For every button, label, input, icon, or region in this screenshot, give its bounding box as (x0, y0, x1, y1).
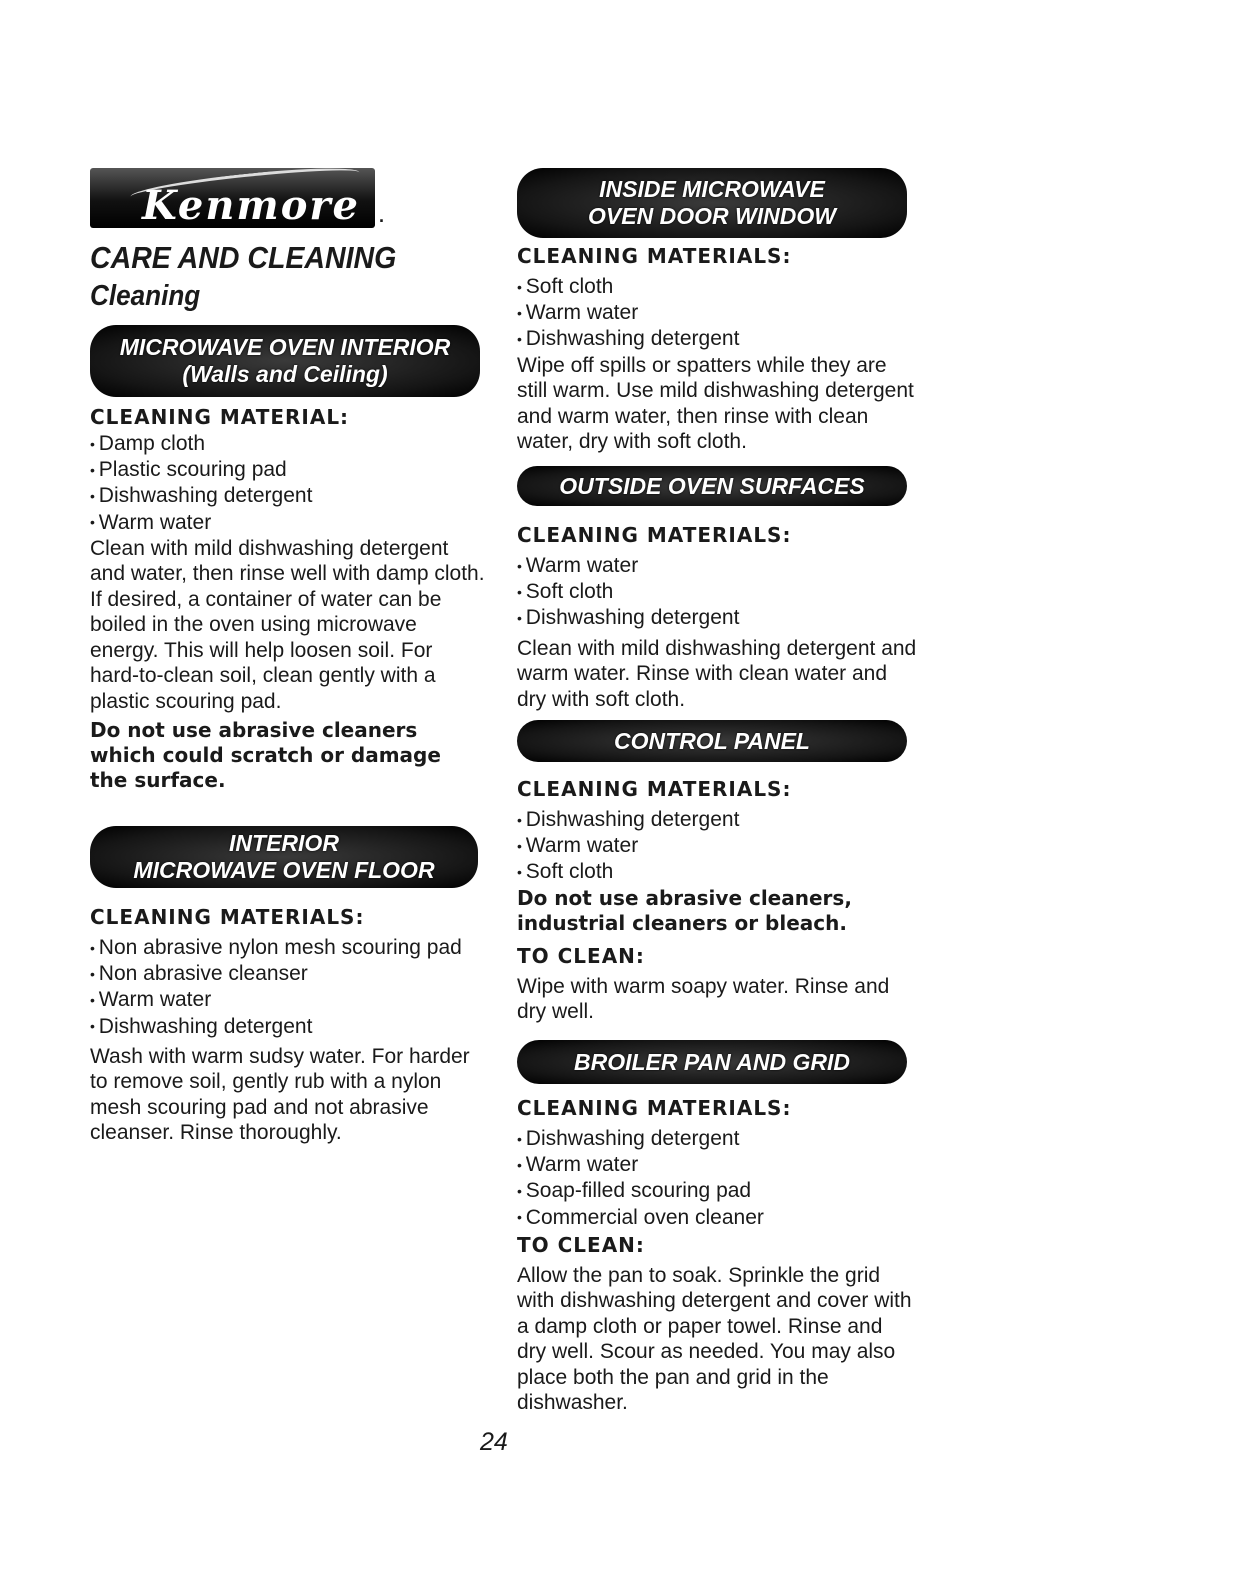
list-item: • Warm water (517, 553, 917, 579)
section-text: Allow the pan to soak. Sprinkle the grid with dishwashing detergent and cover with a damp cloth or paper towel. Rinse and dry well. Scour as needed. You may also place both the pan and grid in the dishwasher. (517, 1263, 912, 1415)
banner-line-1: INSIDE MICROWAVE (599, 176, 825, 202)
to-clean-header: TO CLEAN: (517, 943, 645, 968)
section-oven-interior (90, 405, 485, 793)
section-door-window (517, 244, 917, 455)
page-number: 24 (480, 1428, 508, 1456)
section-header: CLEANING MATERIALS: (517, 244, 792, 268)
list-item: • Plastic scouring pad (90, 457, 485, 483)
list-item: • Dishwashing detergent (90, 1014, 475, 1040)
section-text: Wipe off spills or spatters while they are still warm. Use mild dishwashing detergent and warm water, then rinse with clean water, dry with soft cloth. (517, 353, 914, 454)
section-text: Clean with mild dishwashing detergent and water, then rinse well with damp cloth. If desired, a container of water can be boiled in the oven using microwave energy. This will help loosen soil. For hard-to-clean soil, clean gently with a plastic scouring pad. (90, 536, 485, 713)
banner-line-1: INTERIOR (229, 830, 339, 856)
section-header: CLEANING MATERIALS: (517, 777, 792, 801)
list-item: • Dishwashing detergent (90, 483, 485, 509)
banner-line-2: OVEN DOOR WINDOW (588, 203, 836, 229)
banner-line-2: (Walls and Ceiling) (182, 361, 388, 387)
section-header: CLEANING MATERIALS: (90, 905, 365, 929)
section-broiler-pan (517, 1096, 917, 1416)
banner-oven-floor (90, 826, 478, 888)
list-item: • Warm water (517, 833, 917, 859)
section-text: Wipe with warm soapy water. Rinse and dry well. (517, 974, 890, 1024)
list-item: • Warm water (517, 300, 917, 326)
logo-wordmark: Kenmore (142, 182, 360, 229)
banner-line-1: MICROWAVE OVEN INTERIOR (119, 334, 451, 360)
page-subtitle: Cleaning (90, 280, 201, 312)
banner-broiler-pan (517, 1040, 907, 1084)
list-item: • Dishwashing detergent (517, 326, 917, 352)
section-header: CLEANING MATERIALS: (517, 1096, 792, 1120)
list-item: • Dishwashing detergent (517, 1126, 917, 1152)
list-item: • Warm water (90, 510, 485, 536)
list-item: • Dishwashing detergent (517, 807, 917, 833)
section-text: Wash with warm sudsy water. For harder to remove soil, gently rub with a nylon mesh scouring pad and not abrasive cleanser. Rinse thoroughly. (90, 1044, 470, 1145)
banner-line-1: OUTSIDE OVEN SURFACES (559, 472, 865, 499)
warning-text: Do not use abrasive cleaners, industrial cleaners or bleach. (517, 885, 852, 935)
banner-line-1: CONTROL PANEL (614, 727, 810, 754)
list-item: • Soft cloth (517, 579, 917, 605)
list-item: • Warm water (90, 987, 475, 1013)
section-outside-surfaces (517, 523, 917, 712)
list-item: • Soap-filled scouring pad (517, 1178, 917, 1204)
banner-outside-surfaces (517, 466, 907, 506)
banner-line-1: BROILER PAN AND GRID (574, 1048, 850, 1075)
to-clean-header: TO CLEAN: (517, 1232, 645, 1257)
section-control-panel (517, 777, 917, 1025)
section-oven-floor (90, 905, 475, 1146)
logo-dot: . (379, 206, 385, 226)
list-item: • Soft cloth (517, 274, 917, 300)
banner-control-panel (517, 720, 907, 762)
kenmore-logo (90, 168, 375, 228)
section-header: CLEANING MATERIAL: (90, 405, 350, 429)
section-header: CLEANING MATERIALS: (517, 523, 792, 547)
list-item: • Non abrasive cleanser (90, 961, 475, 987)
page-title: CARE AND CLEANING (90, 240, 397, 275)
list-item: • Warm water (517, 1152, 917, 1178)
banner-oven-interior (90, 325, 480, 397)
list-item: • Dishwashing detergent (517, 605, 917, 631)
banner-door-window (517, 168, 907, 238)
section-text: Clean with mild dishwashing detergent and warm water. Rinse with clean water and dry with soft cloth. (517, 636, 917, 711)
list-item: • Damp cloth (90, 431, 485, 457)
list-item: • Non abrasive nylon mesh scouring pad (90, 935, 475, 961)
warning-text: Do not use abrasive cleaners which could scratch or damage the surface. (90, 718, 441, 793)
list-item: • Soft cloth (517, 859, 917, 885)
banner-line-2: MICROWAVE OVEN FLOOR (133, 857, 435, 883)
list-item: • Commercial oven cleaner (517, 1205, 917, 1231)
